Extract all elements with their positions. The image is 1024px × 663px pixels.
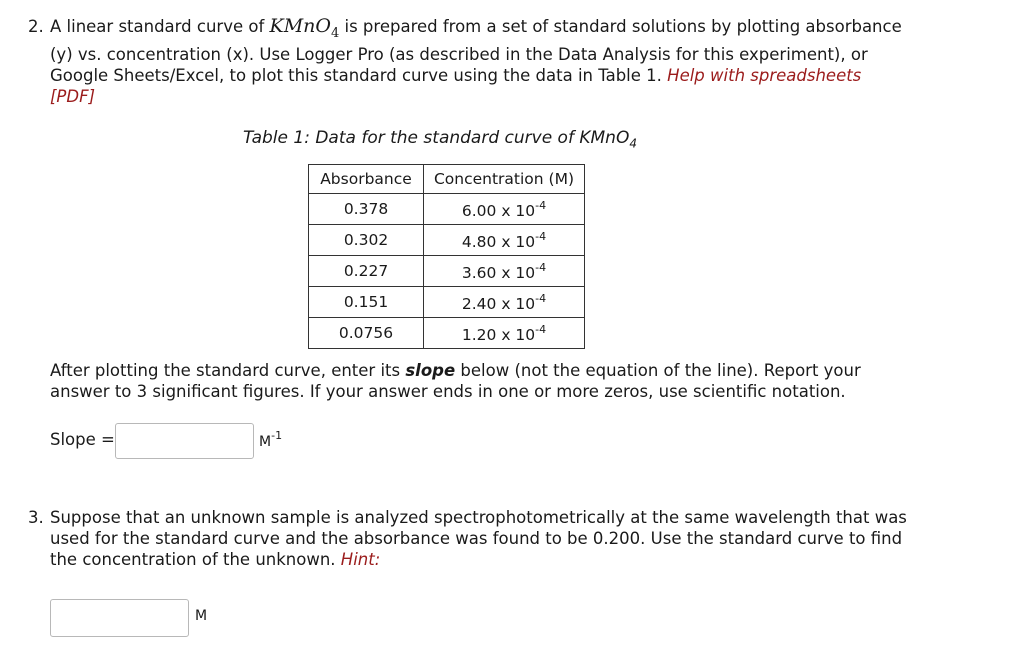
concentration-unit: M	[195, 608, 208, 624]
question-3-text: Suppose that an unknown sample is analyzed spectrophotometrically at the same wavelength that was used for the standard curve and the absorbance was found to be 0.200. Use the standard curve to find the concentration of the unknown. Hint:	[50, 508, 907, 569]
question-2	[28, 16, 908, 107]
hint-link[interactable]: Hint:	[340, 550, 381, 569]
slope-answer-row	[50, 423, 350, 459]
concentration-cell: 4.80 x $10^{-4}$	[424, 225, 585, 256]
standard-curve-table	[308, 164, 585, 349]
concentration-cell: 2.40 x $10^{-4}$	[424, 287, 585, 318]
slope-instructions: After plotting the standard curve, enter its slope below (not the equation of the line). Report your answer to 3 significant figures. If your answer ends in one or more zeros, use scientific notation.	[50, 361, 861, 401]
absorbance-cell: 0.378	[309, 194, 424, 225]
question-2-text: A linear standard curve of KMnO$_4$ is prepared from a set of standard solutions by plotting absorbance (y) vs. concentration (x). Use Logger Pro (as described in the Data Analysis for this experiment), or Google Sheets/Excel, to plot this standard curve using the data in Table 1. Help with spreadsheets [PDF]	[50, 15, 902, 106]
concentration-input[interactable]	[50, 599, 189, 637]
table-row	[309, 287, 585, 318]
concentration-cell: 3.60 x $10^{-4}$	[424, 256, 585, 287]
table-row	[309, 318, 585, 349]
slope-input[interactable]	[115, 423, 254, 459]
question-3	[28, 507, 908, 570]
table-row	[309, 225, 585, 256]
absorbance-cell: 0.151	[309, 287, 424, 318]
question-2-number: 2.	[28, 17, 44, 36]
kmno4-formula: KMnO$_4$	[269, 15, 340, 41]
header-concentration: Concentration (M)	[424, 165, 585, 194]
help-with-spreadsheets-link[interactable]: Help with spreadsheets [PDF]	[50, 65, 862, 106]
table-row	[309, 194, 585, 225]
concentration-answer-row	[50, 599, 250, 637]
concentration-cell: 1.20 x $10^{-4}$	[424, 318, 585, 349]
table-caption: Table 1: Data for the standard curve of KMnO$_4$	[243, 128, 637, 151]
slope-emphasis: slope	[405, 361, 456, 380]
absorbance-cell: 0.0756	[309, 318, 424, 349]
absorbance-cell: 0.302	[309, 225, 424, 256]
table-row	[309, 256, 585, 287]
concentration-cell: 6.00 x $10^{-4}$	[424, 194, 585, 225]
slope-unit: $M^{-1}$	[259, 429, 283, 450]
header-absorbance: Absorbance	[309, 165, 424, 194]
question-3-number: 3.	[28, 508, 44, 527]
slope-label: Slope =	[50, 430, 115, 449]
absorbance-cell: 0.227	[309, 256, 424, 287]
